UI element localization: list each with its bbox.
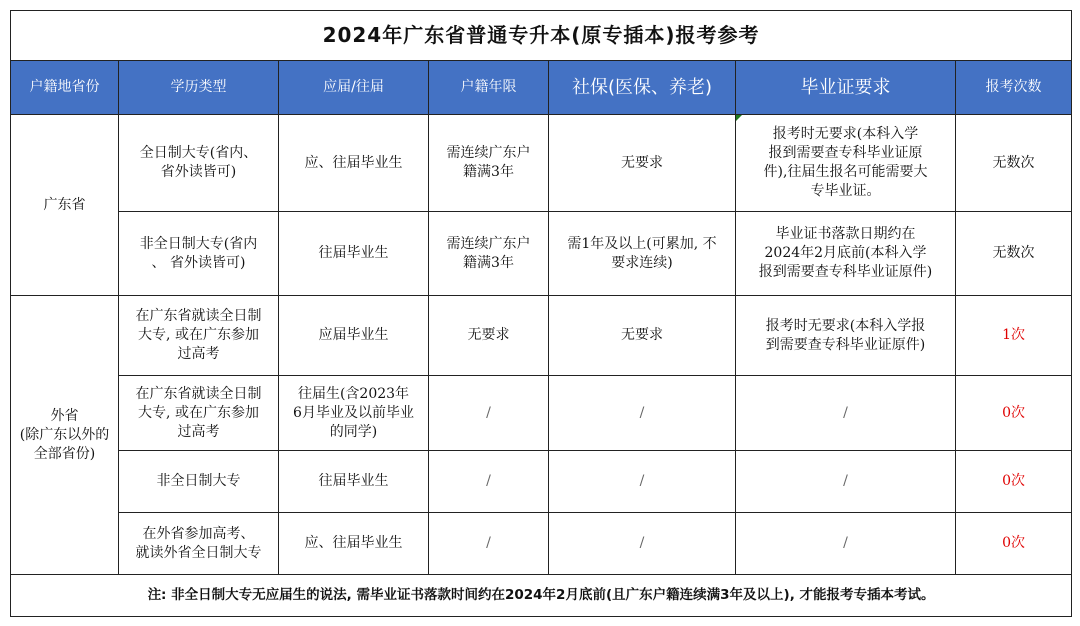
table-row [11, 212, 1072, 296]
cell-times: 0次 [956, 376, 1072, 451]
cell-times: 无数次 [956, 115, 1072, 212]
header-row [11, 61, 1072, 115]
cell-residence: 需连续广东户 籍满3年 [429, 115, 549, 212]
cell-status: 应、往届毕业生 [279, 513, 429, 575]
cell-residence: / [429, 513, 549, 575]
header-exam-times: 报考次数 [956, 61, 1072, 115]
header-edu-type: 学历类型 [119, 61, 279, 115]
header-social-insurance: 社保(医保、养老) [549, 61, 736, 115]
table-row [11, 451, 1072, 513]
table-row [11, 296, 1072, 376]
cell-edu: 在广东省就读全日制 大专, 或在广东参加 过高考 [119, 296, 279, 376]
cell-times: 1次 [956, 296, 1072, 376]
cell-insurance: 无要求 [549, 115, 736, 212]
header-grad-status: 应届/往届 [279, 61, 429, 115]
cell-edu: 非全日制大专 [119, 451, 279, 513]
cell-edu: 全日制大专(省内、 省外读皆可) [119, 115, 279, 212]
header-residence-years: 户籍年限 [429, 61, 549, 115]
cell-insurance: / [549, 513, 736, 575]
cell-status: 往届毕业生 [279, 451, 429, 513]
cell-diploma: / [736, 451, 956, 513]
cell-diploma: / [736, 376, 956, 451]
cell-diploma: 报考时无要求(本科入学报 到需要查专科毕业证原件) [736, 296, 956, 376]
cell-diploma: 报考时无要求(本科入学 报到需要查专科毕业证原 件),往届生报名可能需要大 专毕业证。 [736, 115, 956, 212]
cell-insurance: / [549, 451, 736, 513]
policy-table-container [10, 10, 1071, 616]
cell-diploma: / [736, 513, 956, 575]
header-province: 户籍地省份 [11, 61, 119, 115]
cell-residence: / [429, 451, 549, 513]
cell-insurance: 需1年及以上(可累加, 不 要求连续) [549, 212, 736, 296]
table-row [11, 115, 1072, 212]
cell-status: 往届生(含2023年 6月毕业及以前毕业 的同学) [279, 376, 429, 451]
cell-residence: 需连续广东户 籍满3年 [429, 212, 549, 296]
cell-insurance: 无要求 [549, 296, 736, 376]
cell-diploma: 毕业证书落款日期约在 2024年2月底前(本科入学 报到需要查专科毕业证原件) [736, 212, 956, 296]
policy-table [10, 10, 1072, 617]
cell-status: 应届毕业生 [279, 296, 429, 376]
group-guangdong: 广东省 [11, 115, 119, 296]
cell-edu: 在外省参加高考、 就读外省全日制大专 [119, 513, 279, 575]
cell-residence: 无要求 [429, 296, 549, 376]
cell-status: 应、往届毕业生 [279, 115, 429, 212]
footnote: 注: 非全日制大专无应届生的说法, 需毕业证书落款时间约在2024年2月底前(且广东户籍连续满3年及以上), 才能报考专插本考试。 [11, 575, 1072, 617]
cell-edu: 在广东省就读全日制 大专, 或在广东参加 过高考 [119, 376, 279, 451]
table-title: 2024年广东省普通专升本(原专插本)报考参考 [11, 11, 1072, 61]
table-row [11, 513, 1072, 575]
cell-residence: / [429, 376, 549, 451]
cell-times: 无数次 [956, 212, 1072, 296]
table-row [11, 376, 1072, 451]
cell-times: 0次 [956, 451, 1072, 513]
group-other-provinces: 外省 (除广东以外的全部省份) [11, 296, 119, 575]
cell-edu: 非全日制大专(省内 、 省外读皆可) [119, 212, 279, 296]
cell-times: 0次 [956, 513, 1072, 575]
header-diploma-req: 毕业证要求 [736, 61, 956, 115]
cell-status: 往届毕业生 [279, 212, 429, 296]
cell-insurance: / [549, 376, 736, 451]
